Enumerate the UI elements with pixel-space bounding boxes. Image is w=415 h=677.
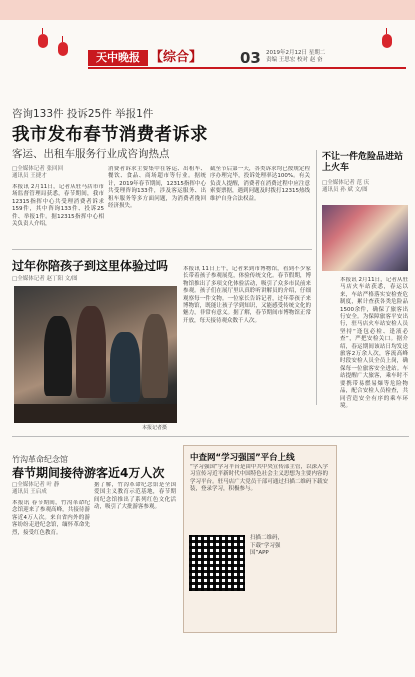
tourism-column-1: 本报讯 春节期间，竹沟革命纪念馆迎来了参观高峰，共接待游客近4万人次。来自省内外的游客纷纷走进纪念馆，缅怀革命先烈，接受红色教育。 [12,500,90,536]
lead-subhead: 客运、出租车服务行业成咨询热点 [12,148,170,160]
tourism-byline: □全媒体记者 叶 静 通讯员 王启成 [12,482,60,495]
sidebar-photo [322,205,408,271]
lead-byline: □全媒体记者 张回回 通讯员 王捷才 [12,166,63,179]
section-label: 【综合】 [150,50,203,65]
lantern-icon [58,42,68,56]
issue-date [266,50,366,64]
lantern-icon [38,34,48,48]
lead-column-1: 本报讯 2月11日，记者从驻马店市市场监督管理局获悉，春节期间，我市12315指挥中心共受理消费者诉求159件，其中咨询133件、投诉25件、举报1件。据12315指挥中心相关负责人介绍， [12,184,104,228]
lead-column-2: 消费者诉求主要集中在客运、出租车、餐饮、食品、商场超市等行业。据统计，2019年春节期间，12315指挥中心共受理咨询133件，涉及客运服务、出租车服务等多方面问题，为消费者挽回经济损失。 [108,166,206,210]
feature-title: 过年你陪孩子到这里体验过吗 [12,259,169,273]
lead-column-3: 截至节后第一天，各类诉求均已按规定程序办理完毕，投诉处理率达100%。有关负责人提醒，消费者在消费过程中应注意索要票据，遇到问题及时拨打12315热线维护自身合法权益。 [210,166,310,202]
tourism-title: 春节期间接待游客近4万人次 [12,466,165,480]
service-box-title: 中查网“学习强国”平台上线 [190,453,295,463]
editor-line: 责编 王思宏 校对 赵 奋 [266,57,323,63]
tourism-column-2: 据了解，竹沟革命纪念馆是全国爱国主义教育示范基地，春节期间纪念馆推出了系列红色文化活动，吸引了大批游客参观。 [94,482,176,511]
feature-body: 本报讯 11日上午，记者来到市博物馆，看到不少家长带着孩子参观展览，体验传统文化。春节假期，博物馆推出了多项文化体验活动，吸引了众多市民前来参观。孩子们在展厅里认真聆听讲解员的介绍，仔细观察每一件文物。一位家长告诉记者，过年带孩子来博物馆，既能让孩子学到知识，又能感受传统文化的魅力，非常有意义。据了解，春节期间市博物馆正常开放，每天接待观众数千人次。 [183,266,311,324]
qr-code-icon [189,535,245,591]
column-divider [316,150,317,405]
lead-kicker: 咨询133件 投诉25件 举报1件 [12,108,154,120]
section-divider [12,249,312,250]
photo-caption: 本报记者摄 [142,425,168,431]
service-box-body: “学习强国”学习平台是由中共中央宣传部主管，以深入学习宣传习近平新时代中国特色社会主义思想为主要内容的学习平台。驻马店广大党员干部可通过扫描二维码下载安装，登录学习，积极参与。 [190,464,328,493]
qr-caption: 扫描二维码，下载“学习强国”APP [250,535,284,556]
lantern-icon [382,34,392,48]
page-number: 03 [240,49,261,67]
feature-byline: □全媒体记者 赵丁阳 文/图 [12,276,78,282]
lead-headline: 我市发布春节消费者诉求 [12,125,208,145]
tourism-kicker: 竹沟革命纪念馆 [12,455,68,464]
top-strip [0,0,415,20]
date-line: 2019年2月12日 星期二 [266,50,326,56]
sidebar-byline: □全媒体记者 范 庆 通讯员 孙 斌 文/图 [322,180,370,193]
sidebar-body: 本报讯 2月11日，记者从驻马店火车站获悉，春运以来，车站严格落实安检查危制度，累计查获各类危险品1500余件，确保了旅客出行安全。为保障旅客平安出行，驻马店火车站安检人员坚持“逢包必检、逢液必查”，严把安检关口。据介绍，春运期间该站日均发送旅客2万余人次，客流高峰时段安检人员全员上岗，确保每一位旅客安全进站。车站提醒广大旅客，乘车时不要携带易燃易爆等危险物品，配合安检人员检查，共同营造安全有序的乘车环境。 [340,277,408,409]
feature-photo [14,286,177,423]
sidebar-title: 不让一件危险品进站上火车 [322,152,404,173]
masthead-rule [88,67,406,69]
newspaper-logo: 天中晚报 [88,50,148,66]
